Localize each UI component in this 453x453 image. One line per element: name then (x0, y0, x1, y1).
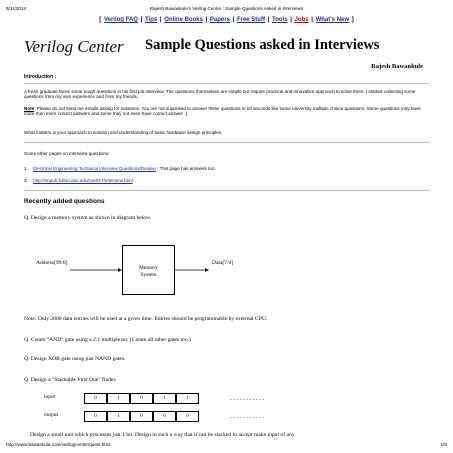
recent-heading: Recently added questions (24, 198, 105, 205)
output-cell: 0 (130, 411, 153, 422)
input-label: input (44, 394, 56, 400)
question-first-one-finder: Q. Design a "Stackable First One" finder. (24, 377, 117, 383)
divider (24, 83, 429, 84)
memory-label: Memory (139, 265, 158, 271)
question-xor-gate: Q. Design XOR gate using just NAND gates. (24, 356, 126, 362)
address-label: Address[99:0] (36, 260, 68, 266)
other-page-item-2 (24, 178, 424, 183)
verilog-center-logo: Verilog Center (24, 37, 124, 56)
intro-heading: Introduction : (24, 74, 57, 80)
other-pages-heading: Some other pages on interview questions: (24, 151, 110, 156)
intro-note (24, 106, 424, 117)
nav-whats-new[interactable]: What's New (315, 17, 350, 23)
output-label: output (44, 412, 59, 418)
asu-interview-link[interactable]: http://enpub.fulton.asu.edu/cse517/interview.html (33, 178, 133, 183)
nav-jobs[interactable]: Jobs (294, 17, 309, 23)
input-cell: 1 (153, 393, 176, 404)
window-title: Rajesh Bawankule's Verilog Center : Sample Questions Asked in Interviews (149, 6, 304, 11)
system-label: System (140, 272, 157, 278)
nav-online-books[interactable]: Online Books (164, 17, 203, 23)
item-number: 1. (24, 166, 28, 171)
top-nav: [ Verilog FAQ | Tips | Online Books | Papers | Free Stuff | Tools | Jobs | What's New ] (99, 17, 354, 23)
data-arrow-head (205, 268, 209, 272)
author-name: Rajesh Bawankule (371, 63, 423, 70)
print-date: 8/11/2014 (6, 6, 27, 11)
trailing-question-text: Design a small unit which processes just 1 bit. Design in such a way that it can be stacked to accept make input of any (30, 432, 295, 438)
dashes-input: - - - - - - - - - - - (230, 397, 264, 403)
footer-url: http://www.bawankule.com/verilogcenter/quest.html (6, 442, 111, 447)
note-label: Note (24, 106, 35, 111)
nav-papers[interactable]: Papers (209, 17, 230, 23)
other-page-item-1 (24, 166, 424, 171)
page-title: Sample Questions asked in Interviews (145, 37, 380, 53)
input-cell: 1 (107, 393, 130, 404)
item-number: 2. (24, 178, 28, 183)
divider (24, 190, 429, 191)
intro-closing: What matters is your approach to solution and understanding of basic hardware design principles. (24, 130, 223, 135)
output-cell: 1 (107, 411, 130, 422)
note-text: : Please do not send me emails asking for solutions. You are not supposed to answer these questions in 10 seconds like some university multiple choice questions. Some questions may have more than more correct answers and some may not even have correct answer :) (24, 106, 421, 117)
output-cell: 0 (176, 411, 199, 422)
input-cell: 0 (84, 393, 107, 404)
memory-note: Note: Only 2000 data entries will be used at a given time. Entries should be programmable by external CPU. (24, 316, 268, 322)
nav-tools[interactable]: Tools (271, 17, 288, 23)
question-memory-system: Q. Design a memory system as shown in diagram below. (24, 215, 152, 221)
output-cell: 0 (84, 411, 107, 422)
nav-free-stuff[interactable]: Free Stuff (236, 17, 265, 23)
data-label: Data[7:0] (212, 260, 234, 266)
ee-interview-link[interactable]: Electrical Engineering Technical Interview Questions/Review (33, 166, 156, 171)
nav-verilog-faq[interactable]: Verilog FAQ (103, 17, 138, 23)
input-cell: 0 (130, 393, 153, 404)
nav-tips[interactable]: Tips (144, 17, 158, 23)
divider (24, 142, 429, 143)
intro-paragraph: A fresh graduate faces some tough questions in his first job interview. The questions themselves are simple but require practical and innovative approach to solve them. I started collecting some questions from my own experience and from my friends. (24, 89, 416, 100)
question-and-gate: Q. Create "AND" gate using a 2:1 multiplexer. (Create all other gates too.) (24, 337, 191, 343)
footer-page-number: 1/9 (440, 442, 447, 447)
item-suffix: : This page has answers too. (155, 166, 216, 171)
input-cell: 1 (176, 393, 199, 404)
dashes-output: - - - - - - - - - - - (230, 415, 264, 421)
output-cell: 0 (153, 411, 176, 422)
